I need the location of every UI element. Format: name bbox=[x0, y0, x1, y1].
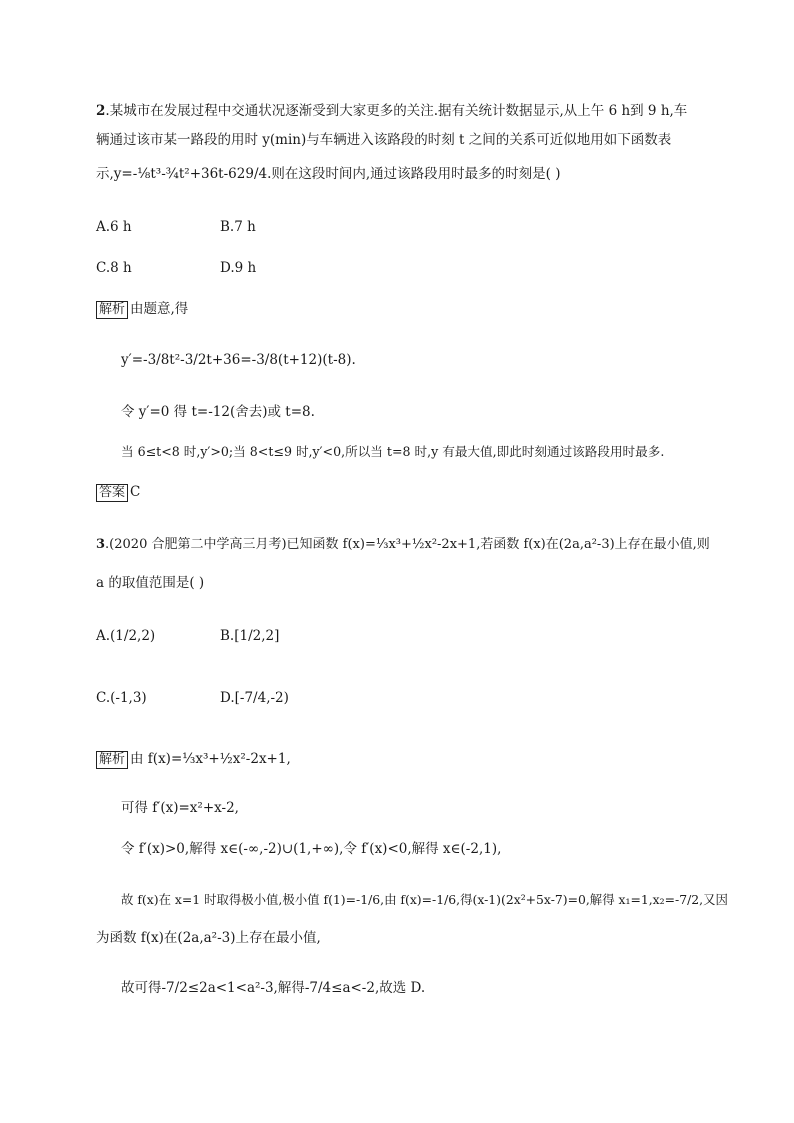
q2-step-1: y′=-3/8t²-3/2t+36=-3/8(t+12)(t-8). bbox=[121, 352, 356, 368]
q2-line-2: 辆通过该市某一路段的用时 y(min)与车辆进入该路段的时刻 t 之间的关系可近似地用如下函数表 bbox=[96, 132, 672, 148]
q2-answer-tag: 答案 bbox=[96, 484, 128, 502]
q2-option-d: D.9 h bbox=[220, 260, 257, 276]
q3-number: 3 bbox=[96, 537, 106, 552]
q2-answer-line bbox=[96, 484, 140, 502]
q2-number: 2 bbox=[96, 103, 106, 119]
q2-option-c: C.8 h bbox=[96, 260, 132, 276]
q2-analysis-lead: 由题意,得 bbox=[130, 301, 189, 317]
q2-text-1: .某城市在发展过程中交通状况逐渐受到大家更多的关注.据有关统计数据显示,从上午 6 h到 9 h,车 bbox=[105, 103, 688, 119]
q2-line-3: 示,y=-⅛t³-¾t²+36t-629/4.则在这段时间内,通过该路段用时最多的时刻是( ) bbox=[96, 166, 561, 182]
q2-analysis-line bbox=[96, 301, 188, 319]
q3-step-2: 令 f′(x)>0,解得 x∈(-∞,-2)∪(1,+∞),令 f′(x)<0,解得 x∈(-2,1), bbox=[121, 841, 502, 857]
q3-step-4: 故可得-7/2≤2a<1<a²-3,解得-7/4≤a<-2,故选 D. bbox=[121, 980, 426, 996]
q2-answer: C bbox=[130, 484, 141, 500]
q3-option-c: C.(-1,3) bbox=[96, 690, 147, 706]
q3-analysis-line bbox=[96, 751, 291, 769]
q3-option-a: A.(1/2,2) bbox=[96, 628, 156, 644]
q3-step-3b: 为函数 f(x)在(2a,a²-3)上存在最小值, bbox=[96, 930, 321, 946]
q2-option-b: B.7 h bbox=[220, 219, 256, 235]
q3-line-2: a 的取值范围是( ) bbox=[96, 575, 205, 591]
q3-step-1: 可得 f′(x)=x²+x-2, bbox=[121, 800, 239, 816]
q3-option-b: B.[1/2,2] bbox=[220, 628, 280, 644]
q2-analysis-tag: 解析 bbox=[96, 301, 128, 319]
q2-option-a: A.6 h bbox=[96, 219, 132, 235]
q3-step-3a: 故 f(x)在 x=1 时取得极小值,极小值 f(1)=-1/6,由 f(x)=-1/6,得(x-1)(2x²+5x-7)=0,解得 x₁=1,x₂=-7/2,又因 bbox=[121, 892, 728, 907]
q3-text-1: .(2020 合肥第二中学高三月考)已知函数 f(x)=⅓x³+½x²-2x+1,若函数 f(x)在(2a,a²-3)上存在最小值,则 bbox=[105, 537, 710, 552]
q3-option-d: D.[-7/4,-2) bbox=[220, 690, 289, 706]
q3-line-1 bbox=[96, 537, 710, 553]
q2-line-1 bbox=[96, 103, 687, 119]
q3-analysis-lead: 由 f(x)=⅓x³+½x²-2x+1, bbox=[130, 751, 291, 767]
q2-step-2: 令 y′=0 得 t=-12(舍去)或 t=8. bbox=[121, 404, 315, 420]
q2-step-3: 当 6≤t<8 时,y′>0;当 8<t≤9 时,y′<0,所以当 t=8 时,y 有最大值,即此时刻通过该路段用时最多. bbox=[121, 444, 665, 459]
q3-analysis-tag: 解析 bbox=[96, 751, 128, 769]
